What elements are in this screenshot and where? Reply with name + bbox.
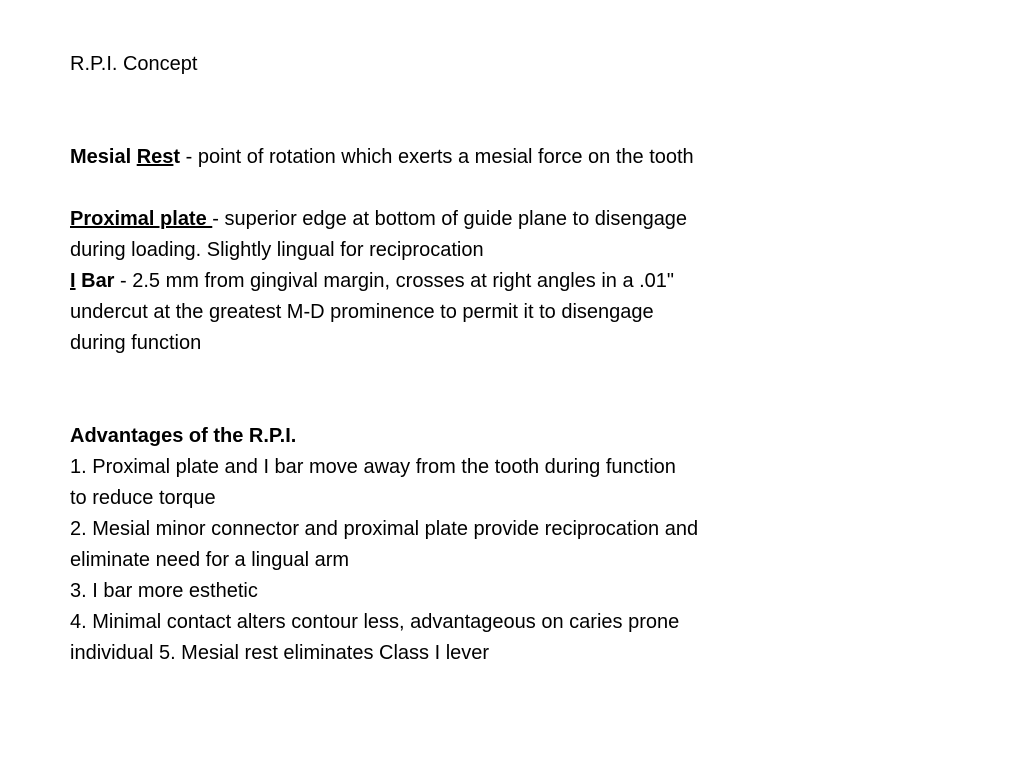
- advantages-line: individual 5. Mesial rest eliminates Class I lever: [70, 642, 490, 664]
- mesial-rest-term-part3: t: [173, 146, 181, 168]
- i-bar-line-3: during function: [70, 332, 202, 354]
- advantages-line: 3. I bar more esthetic: [70, 580, 258, 602]
- spacer: [70, 359, 970, 421]
- i-bar-term-letter: I: [70, 270, 76, 292]
- spacer: [70, 80, 970, 142]
- mesial-rest-description: - point of rotation which exerts a mesial force on the tooth: [180, 146, 694, 168]
- slide-title: R.P.I. Concept: [70, 53, 198, 75]
- mesial-rest-term-part2: Res: [136, 146, 174, 168]
- proximal-plate-line-2: during loading. Slightly lingual for reciprocation: [70, 239, 484, 261]
- advantages-line: 2. Mesial minor connector and proximal plate provide reciprocation and: [70, 518, 699, 540]
- i-bar-description-1: - 2.5 mm from gingival margin, crosses at right angles in a .01": [114, 270, 675, 292]
- advantages-line: 1. Proximal plate and I bar move away from the tooth during function: [70, 456, 676, 478]
- i-bar-line-1: [70, 266, 970, 297]
- slide-content: [70, 49, 970, 669]
- i-bar-line-2: undercut at the greatest M-D prominence to permit it to disengage: [70, 301, 654, 323]
- proximal-plate-term: Proximal plate: [70, 208, 213, 230]
- mesial-rest-term-part1: Mesial: [70, 146, 137, 168]
- spacer: [70, 173, 970, 204]
- advantages-line: to reduce torque: [70, 487, 216, 509]
- advantages-line: eliminate need for a lingual arm: [70, 549, 350, 571]
- advantages-line: 4. Minimal contact alters contour less, advantageous on caries prone: [70, 611, 680, 633]
- advantages-heading: Advantages of the R.P.I.: [70, 425, 297, 447]
- mesial-rest-line: [70, 142, 970, 173]
- proximal-plate-line-1: [70, 204, 970, 235]
- proximal-plate-description-1: - superior edge at bottom of guide plane to disengage: [212, 208, 688, 230]
- i-bar-term-rest: Bar: [75, 270, 115, 292]
